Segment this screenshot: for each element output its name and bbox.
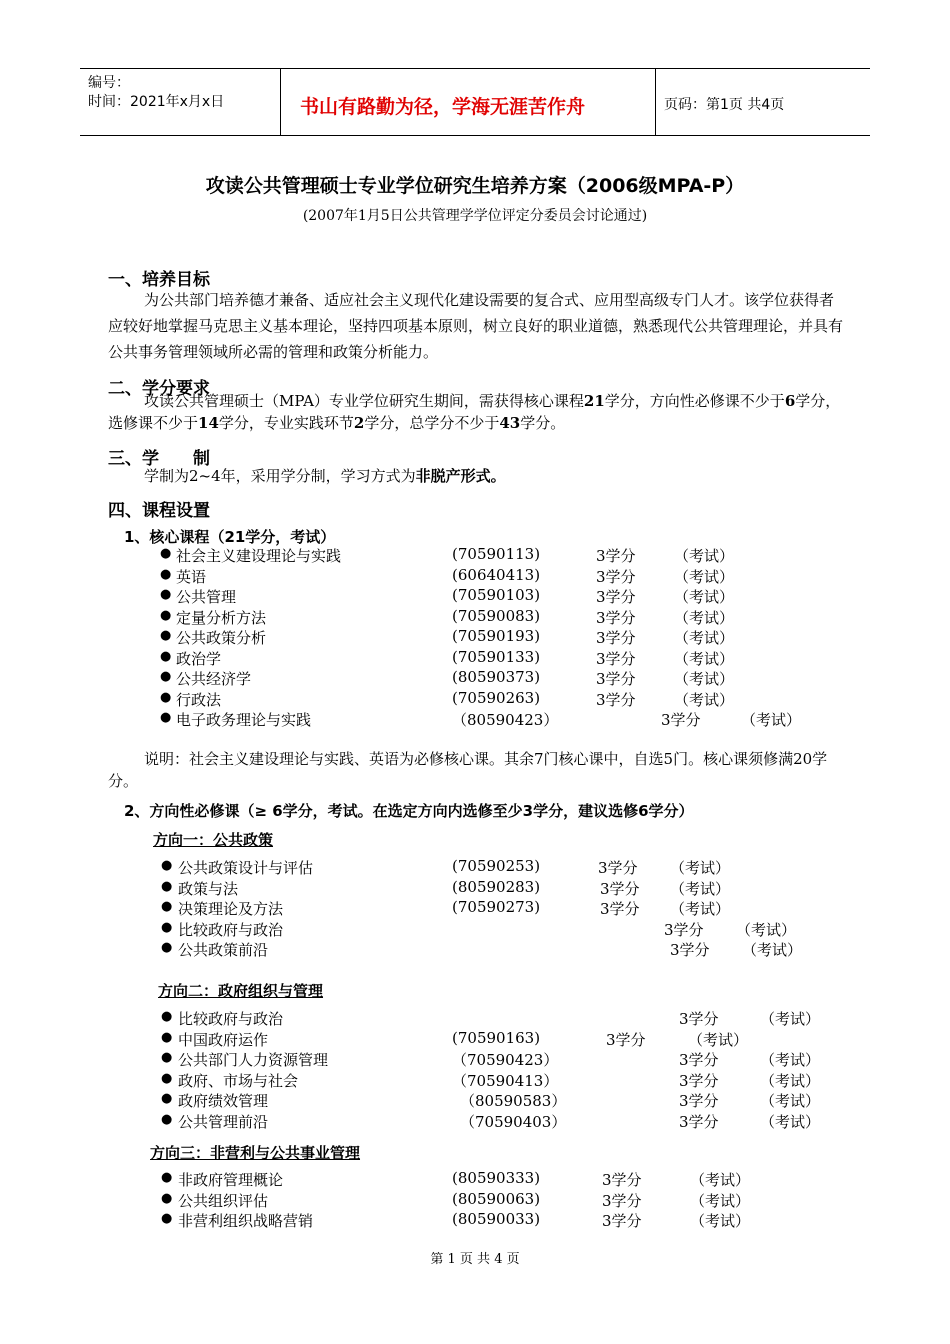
course-code: （70590413） [452, 1071, 559, 1090]
bullet-icon: ● [161, 1009, 173, 1024]
bullet-icon: ● [161, 1029, 173, 1045]
course-code: （70590423） [452, 1051, 559, 1069]
direction-3-title: 方向三：非营利与公共事业管理 [150, 1144, 361, 1162]
header-motto: 书山有路勤为径，学海无涯苦作舟 [300, 96, 586, 118]
course-credit: 3学分 [606, 1030, 646, 1049]
course-credit: 3学分 [670, 941, 710, 959]
bullet-icon: ● [160, 607, 172, 623]
course-exam: （考试） [736, 920, 797, 939]
course-code: (80590333) [452, 1169, 541, 1187]
course-exam: （考试） [674, 629, 735, 647]
course-name: 非政府管理概论 [178, 1171, 284, 1189]
course-code: (70590133) [452, 647, 541, 666]
course-credit: 3学分 [679, 1112, 719, 1131]
bullet-icon: ● [161, 1211, 173, 1226]
course-code: (70590263) [452, 688, 541, 707]
bullet-icon: ● [161, 940, 173, 955]
section-3-text: 学制为2~4年，采用学分制，学习方式为非脱产形式。 [144, 467, 506, 485]
bullet-icon: ● [161, 878, 173, 894]
course-credit: 3学分 [596, 629, 636, 647]
course-name: 行政法 [176, 690, 222, 709]
course-exam: （考试） [760, 1092, 821, 1110]
course-code: (80590283) [452, 877, 541, 896]
core-note: 说明：社会主义建设理论与实践、英语为必修核心课。其余7门核心课中，自选5门。核心课须修满20学分。 [108, 750, 828, 790]
course-exam: （考试） [760, 1051, 821, 1069]
course-exam: （考试） [674, 608, 735, 627]
course-credit: 3学分 [661, 711, 701, 729]
course-name: 定量分析方法 [176, 608, 267, 627]
course-name: 公共管理 [176, 588, 237, 606]
bullet-icon: ● [161, 919, 173, 935]
header-divider-left [280, 68, 281, 135]
course-name: 公共组织评估 [178, 1191, 269, 1210]
course-name: 电子政务理论与实践 [176, 711, 312, 729]
course-name: 政治学 [176, 649, 222, 668]
course-credit: 3学分 [600, 879, 640, 898]
course-name: 政府、市场与社会 [178, 1071, 299, 1090]
bullet-icon: ● [160, 710, 172, 725]
course-code: (80590063) [452, 1189, 541, 1208]
course-code: (70590113) [452, 545, 541, 563]
course-code: （80590423） [452, 711, 559, 729]
page-footer: 第 1 页 共 4 页 [430, 1252, 520, 1267]
section-3-heading: 三、学 制 [108, 449, 210, 469]
bullet-icon: ● [161, 1070, 173, 1086]
bullet-icon: ● [160, 546, 172, 561]
course-exam: （考试） [742, 941, 803, 959]
course-name: 公共政策前沿 [178, 941, 269, 959]
course-credit: 3学分 [596, 649, 636, 668]
course-exam: （考试） [674, 649, 735, 668]
course-code: （80590583） [460, 1092, 567, 1110]
course-credit: 3学分 [600, 900, 640, 918]
bullet-icon: ● [160, 566, 172, 582]
course-credit: 3学分 [679, 1071, 719, 1090]
core-courses-heading: 1、核心课程（21学分，考试） [124, 528, 336, 546]
course-exam: （考试） [690, 1171, 751, 1189]
course-exam: （考试） [760, 1071, 821, 1090]
course-code: (60640413) [452, 565, 541, 584]
direction-courses-heading: 2、方向性必修课（≥ 6学分，考试。在选定方向内选修至少3学分，建议选修6学分） [124, 802, 694, 820]
bullet-icon: ● [161, 1091, 173, 1106]
course-name: 公共政策分析 [176, 629, 267, 647]
header-divider-right [655, 68, 656, 135]
course-exam: （考试） [690, 1191, 751, 1210]
course-code: (70590273) [452, 898, 541, 916]
header-bottom-rule [80, 135, 870, 136]
course-name: 公共管理前沿 [178, 1112, 269, 1131]
bullet-icon: ● [160, 628, 172, 643]
course-exam: （考试） [674, 690, 735, 709]
course-exam: （考试） [674, 547, 735, 565]
section-2-heading: 二、学分要求 [108, 379, 210, 399]
course-name: 公共部门人力资源管理 [178, 1051, 329, 1069]
course-credit: 3学分 [664, 920, 704, 939]
course-code: (80590373) [452, 668, 541, 686]
course-credit: 3学分 [596, 690, 636, 709]
course-exam: （考试） [674, 588, 735, 606]
course-name: 社会主义建设理论与实践 [176, 547, 342, 565]
course-exam: （考试） [674, 670, 735, 688]
section-1-heading: 一、培养目标 [108, 270, 210, 290]
course-exam: （考试） [670, 859, 731, 877]
course-credit: 3学分 [679, 1010, 719, 1028]
course-credit: 3学分 [602, 1171, 642, 1189]
section-4-heading: 四、课程设置 [108, 501, 210, 521]
bullet-icon: ● [161, 1190, 173, 1206]
bullet-icon: ● [161, 1050, 173, 1065]
course-name: 比较政府与政治 [178, 920, 284, 939]
document-title: 攻读公共管理硕士专业学位研究生培养方案（2006级MPA-P） [205, 175, 745, 197]
bullet-icon: ● [161, 899, 173, 914]
course-code: (70590193) [452, 627, 541, 645]
course-name: 决策理论及方法 [178, 900, 284, 918]
course-credit: 3学分 [602, 1212, 642, 1230]
course-credit: 3学分 [596, 567, 636, 586]
section-2-text: 攻读公共管理硕士（MPA）专业学位研究生期间，需获得核心课程21学分，方向性必修课不少于6学分，选修课不少于14学分，专业实践环节2学分，总学分不少于43学分。 [108, 392, 841, 432]
header-date: 时间：2021年x月x日 [88, 94, 225, 110]
bullet-icon: ● [160, 648, 172, 664]
course-exam: （考试） [741, 711, 802, 729]
course-name: 公共政策设计与评估 [178, 859, 314, 877]
course-credit: 3学分 [596, 547, 636, 565]
direction-1-title: 方向一：公共政策 [153, 831, 274, 849]
course-code: （70590403） [460, 1112, 567, 1131]
course-exam: （考试） [760, 1112, 821, 1131]
header-page-info: 页码：第1页 共4页 [664, 97, 785, 113]
course-exam: （考试） [670, 900, 731, 918]
course-exam: （考试） [688, 1030, 749, 1049]
course-credit: 3学分 [596, 670, 636, 688]
course-credit: 3学分 [679, 1092, 719, 1110]
course-code: (80590033) [452, 1210, 541, 1228]
direction-2-title: 方向二：政府组织与管理 [158, 982, 324, 1000]
course-name: 公共经济学 [176, 670, 252, 688]
course-code: (70590103) [452, 586, 541, 604]
bullet-icon: ● [161, 1170, 173, 1185]
bullet-icon: ● [161, 858, 173, 873]
header-top-rule [80, 68, 870, 69]
course-name: 政府绩效管理 [178, 1092, 269, 1110]
course-name: 比较政府与政治 [178, 1010, 284, 1028]
course-code: (70590253) [452, 857, 541, 875]
course-exam: （考试） [760, 1010, 821, 1028]
course-name: 英语 [176, 567, 207, 586]
course-name: 非营利组织战略营销 [178, 1212, 314, 1230]
course-credit: 3学分 [602, 1191, 642, 1210]
bullet-icon: ● [160, 669, 172, 684]
course-credit: 3学分 [596, 588, 636, 606]
course-credit: 3学分 [596, 608, 636, 627]
section-1-text: 为公共部门培养德才兼备、适应社会主义现代化建设需要的复合式、应用型高级专门人才。该学位获得者应较好地掌握马克思主义基本理论，坚持四项基本原则，树立良好的职业道德，熟悉现代公共管理理论，并具有公共事务管理领域所必需的管理和政策分析能力。 [108, 291, 844, 361]
bullet-icon: ● [160, 689, 172, 705]
course-name: 政策与法 [178, 879, 239, 898]
header-number: 编号： [88, 75, 130, 91]
bullet-icon: ● [160, 587, 172, 602]
bullet-icon: ● [161, 1111, 173, 1127]
course-code: (70590083) [452, 606, 541, 625]
course-name: 中国政府运作 [178, 1030, 269, 1049]
course-credit: 3学分 [598, 859, 638, 877]
document-subtitle: (2007年1月5日公共管理学学位评定分委员会讨论通过) [302, 208, 648, 224]
course-code: (70590163) [452, 1028, 541, 1047]
course-exam: （考试） [674, 567, 735, 586]
course-exam: （考试） [690, 1212, 751, 1230]
course-exam: （考试） [670, 879, 731, 898]
course-credit: 3学分 [679, 1051, 719, 1069]
